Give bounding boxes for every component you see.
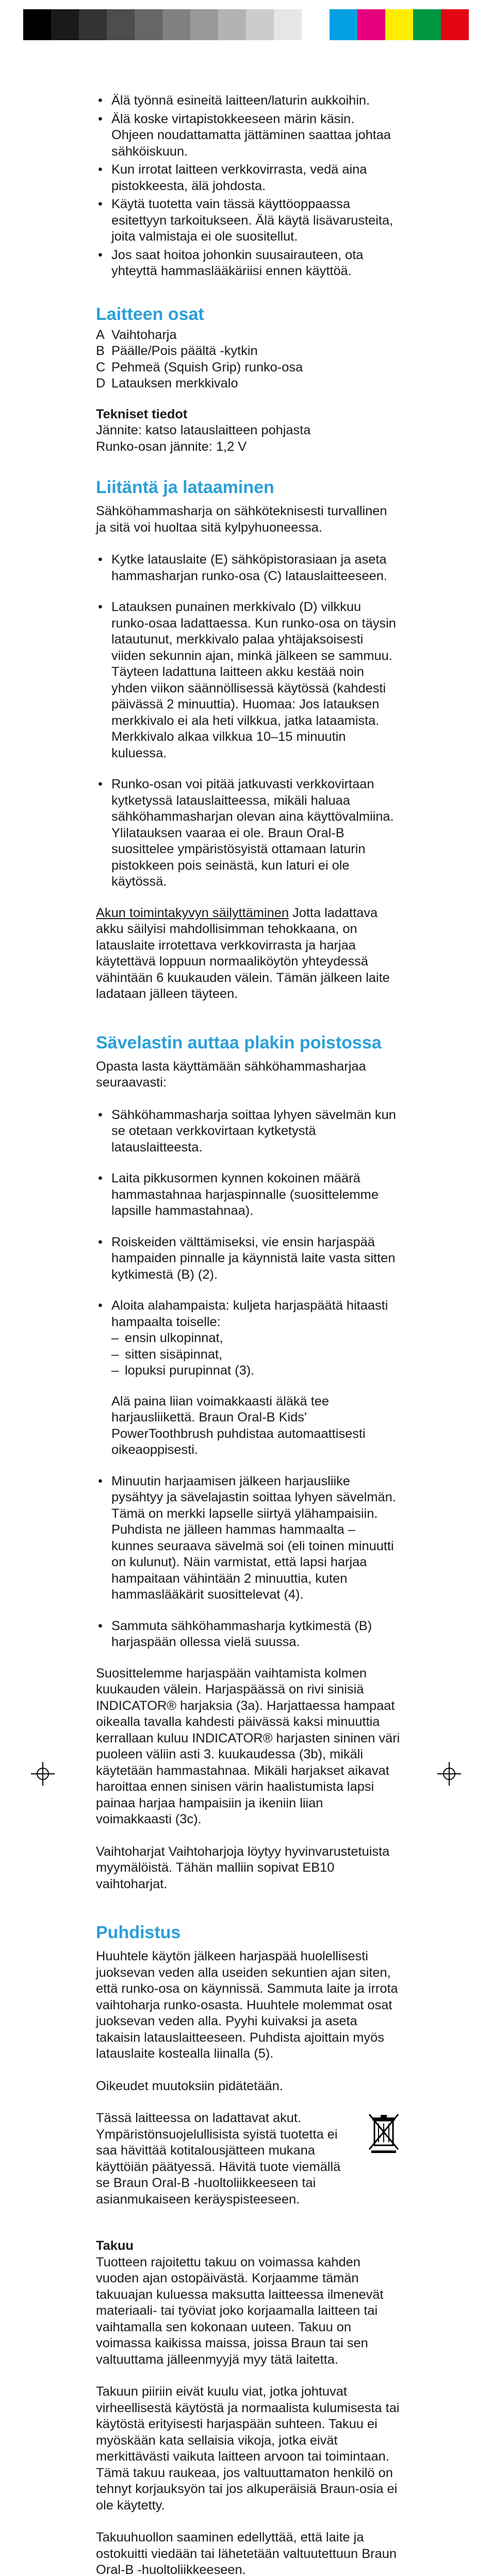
color-swatch xyxy=(302,9,330,40)
connecting-list xyxy=(96,552,400,890)
warranty-paragraph: Takuuhuollon saaminen edellyttää, että laite ja ostokuitti viedään tai lähetetään valtuutettuun Braun Oral-B -huoltoliikkeeseen. xyxy=(96,2530,397,2576)
section-heading-cleaning: Puhdistus xyxy=(96,1923,181,1942)
color-swatch xyxy=(441,9,469,40)
color-swatch xyxy=(274,9,302,40)
list-item: • Jos saat hoitoa johonkin suusairauteen, ota yhteyttä hammaslääkäriisi ennen käyttöä. xyxy=(96,247,400,280)
color-swatch xyxy=(357,9,385,40)
specs-line: Runko-osan jännite: 1,2 V xyxy=(96,439,247,454)
list-item: • Älä koske virtapistokkeeseen märin käsin. Ohjeen noudattamatta jättäminen saattaa johtaa sähköiskuun. xyxy=(96,111,400,160)
list-item: • Runko-osan voi pitää jatkuvasti verkkovirtaan kytketyssä latauslaitteessa, mikäli haluaa sähköhammasharjan olevan aina käyttövalmiina. Ylilatauksen vaaraa ei ole. Braun Oral-B suosittelee ympäristösyistä ottamaan laturin pistokkeen pois seinästä, kun laturi ei ole käytössä. xyxy=(96,776,400,890)
color-swatch xyxy=(385,9,413,40)
list-item: – ensin ulkopinnat, xyxy=(111,1330,400,1347)
color-swatch xyxy=(79,9,107,40)
color-swatch xyxy=(135,9,162,40)
usage-step-text: • Aloita alahampaista: kuljeta harjaspäätä hitaasti hampaalta toiselle: xyxy=(111,1298,388,1329)
specs-heading: Tekniset tiedot xyxy=(96,406,188,421)
color-swatch xyxy=(330,9,357,40)
brush-replacement-paragraph: Suosittelemme harjaspään vaihtamista kolmen kuukauden välein. Harjaspäässä on rivi sinisiä INDICATOR® harjaksia (3a). Harjattaessa hampaat oikealla tavalla kahdesti päivässä kaksi minuuttia kerrallaan kuluu INDICATOR® harjasten sininen väri puoleen väliin asti 3. kuukaudessa (3b), mikäli käytetään hammastahnaa. Mikäli harjakset aikavat haroittaa ennen sinisen värin haalistumista lapsi painaa harjaa hampaisiin ja ikeniin liian voimakkaasti (3c). xyxy=(96,1666,400,1826)
warranty-paragraph: Tuotteen rajoitettu takuu on voimassa kahden vuoden ajan ostopäivästä. Korjaamme tämän takuuajan kuluessa maksutta laitteessa ilmenevät materiaali- tai työviat joko korjaamalla laitteen tai vaihtamalla sen kokonaan uuteen. Takuu on voimassa kaikissa maissa, joissa Braun tai sen valtuuttama jälleenmyyjä myy tätä laitetta. xyxy=(96,2255,384,2367)
list-item: • Laita pikkusormen kynnen kokoinen määrä hammastahnaa harjaspinnalle (suosittelemme lapsille hammastahnaa). xyxy=(96,1171,400,1219)
usage-step-note: Alä paina liian voimakkaasti äläkä tee harjausliikettä. Braun Oral-B Kids' PowerToothbrush puhdistaa automaattisesti oikeaoppisesti. xyxy=(111,1394,366,1457)
list-item: • Kytke latauslaite (E) sähköpistorasiaan ja aseta hammasharjan runko-osa (C) latauslaitteeseen. xyxy=(96,552,400,584)
disposal-text: Tässä laitteessa on ladattavat akut. Ympäristönsuojelullisista syistä tuotetta ei saa hävittää kotitalousjätteen mukana käyttöiän päätyessä. Hävitä tuote viemällä se Braun Oral-B -huoltoliikkeeseen tai asianmukaiseen keräyspisteeseen. xyxy=(96,2111,341,2207)
list-item: • Älä työnnä esineitä laitteen/laturin aukkoihin. xyxy=(96,93,400,109)
list-item: • Latauksen punainen merkkivalo (D) vilkkuu runko-osaa ladattaessa. Kun runko-osa on täysin latautunut, merkkivalo palaa yhtäjaksoisesti viiden sekunnin ajan, minkä jälkeen se sammuu. Täyteen ladattuna laitteen akku kestää noin yhden viikon säännöllisessä käytössä (kahdesti päivässä 2 minuuttia). Huomaa: Jos latauksen merkkivalo ei ala heti vilkkua, jatka lataamista. Merkkivalo alkaa vilkkua 10–15 minuutin kuluessa. xyxy=(96,599,400,761)
section-heading-connecting: Liitäntä ja lataaminen xyxy=(96,478,274,497)
safety-list xyxy=(96,93,400,280)
rights-reserved-text: Oikeudet muutoksiin pidätetään. xyxy=(96,2078,283,2093)
battery-note xyxy=(96,905,400,1003)
refill-paragraph: Vaihtoharjat Vaihtoharjoja löytyy hyvinvarustetuista myymälöistä. Tähän malliin sopivat EB10 vaihtoharjat. xyxy=(96,1844,390,1891)
cleaning-paragraph: Huuhtele käytön jälkeen harjaspää huolellisesti juoksevan veden alla useiden sekuntien ajan siten, että runko-osa on käynnissä. Sammuta laite ja irrota vaihtoharja runko-osasta. Huuhtele molemmat osat juoksevan veden alla. Pyyhi kuivaksi ja aseta takaisin latauslaitteeseen. Puhdista ajoittain myös latauslaite kostealla liinalla (5). xyxy=(96,1949,398,2061)
list-item xyxy=(96,1298,400,1459)
list-item: C Pehmeä (Squish Grip) runko-osa xyxy=(96,360,303,375)
list-item: • Käytä tuotetta vain tässä käyttöoppaassa esitettyyn tarkoitukseen. Älä käytä lisävarusteita, joita valmistaja ei ole suositellut. xyxy=(96,196,400,245)
usage-sub-list xyxy=(111,1330,400,1379)
battery-note-title: Akun toimintakyvyn säilyttäminen xyxy=(96,905,289,920)
section-heading-parts: Laitteen osat xyxy=(96,304,204,324)
section-heading-usage: Sävelastin auttaa plakin poistossa xyxy=(96,1032,382,1053)
manual-page-column xyxy=(96,93,400,2576)
battery-note-text: Jotta ladattava akku säilyisi mahdollisimman tehokkaana, on latauslaite irrotettava verkkovirrasta ja harjaa käytettävä loppuun normaaliköytön yhteydessä vähintään 6 kuukauden välein. Tämän jälkeen laite ladataan jälleen täyteen. xyxy=(96,905,390,1001)
list-item: D Latauksen merkkivalo xyxy=(96,376,238,391)
color-swatch xyxy=(413,9,441,40)
parts-list xyxy=(96,327,400,392)
color-calibration-bar xyxy=(23,9,469,40)
color-swatch xyxy=(162,9,190,40)
registration-mark-right-icon xyxy=(437,1762,461,1786)
color-swatch xyxy=(218,9,246,40)
registration-mark-left-icon xyxy=(31,1762,55,1786)
crossed-out-bin-icon xyxy=(367,2112,400,2154)
color-swatch xyxy=(190,9,218,40)
specs-line: Jännite: katso latauslaitteen pohjasta xyxy=(96,423,311,437)
list-item: • Sähköhammasharja soittaa lyhyen sävelmän kun se otetaan verkkovirtaan kytketystä latauslaitteesta. xyxy=(96,1107,400,1156)
usage-intro: Opasta lasta käyttämään sähköhammasharjaa seuraavasti: xyxy=(96,1059,366,1090)
color-swatch xyxy=(107,9,135,40)
list-item: – sitten sisäpinnat, xyxy=(111,1347,400,1363)
usage-list xyxy=(96,1107,400,1651)
warranty-heading: Takuu xyxy=(96,2239,134,2253)
warranty-paragraph: Takuun piiriin eivät kuulu viat, jotka johtuvat virheellisestä käytöstä ja normaalista kulumisesta tai käytöstä erityisesti harjaspään suhteen. Takuu ei myöskään kata sellaisia vikoja, jotka eivät merkittävästi vaikuta laitteen arvoon tai toimintaan. Tämä takuu raukeaa, jos valtuuttamaton henkilö on tehnyt korjauksyön tai jos alkuperäisiä Braun-osia ei ole käytetty. xyxy=(96,2384,400,2513)
list-item: • Sammuta sähköhammasharja kytkimestä (B) harjaspään ollessa vielä suussa. xyxy=(96,1618,400,1651)
list-item: B Päälle/Pois päältä -kytkin xyxy=(96,344,258,358)
connecting-intro: Sähköhammasharja on sähköteknisesti turvallinen ja sitä voi huoltaa sitä kylpyhuoneessa. xyxy=(96,504,387,535)
color-swatch xyxy=(51,9,79,40)
disposal-notice xyxy=(96,2110,400,2208)
list-item: – lopuksi purupinnat (3). xyxy=(111,1363,400,1379)
list-item: • Kun irrotat laitteen verkkovirrasta, vedä aina pistokkeesta, älä johdosta. xyxy=(96,162,400,194)
color-swatch xyxy=(23,9,51,40)
list-item: A Vaihtoharja xyxy=(96,327,177,342)
list-item: • Roiskeiden välttämiseksi, vie ensin harjaspää hampaiden pinnalle ja käynnistä laite vasta sitten kytkimestä (B) (2). xyxy=(96,1234,400,1283)
color-swatch xyxy=(246,9,274,40)
list-item: • Minuutin harjaamisen jälkeen harjausliike pysähtyy ja sävelajastin soittaa lyhyen sävelmän. Tämä on merkki lapselle siirtyä ylähampaisiin. Puhdista ne jälleen hammas hammaalta – kunnes seuraava sävelmä soi (eli toinen minuutti on kulunut). Näin varmistat, että lapsi harjaa hampaitaan vähintään 2 minuuttia, kuten hammaslääkärit suosittelevat (4). xyxy=(96,1473,400,1603)
